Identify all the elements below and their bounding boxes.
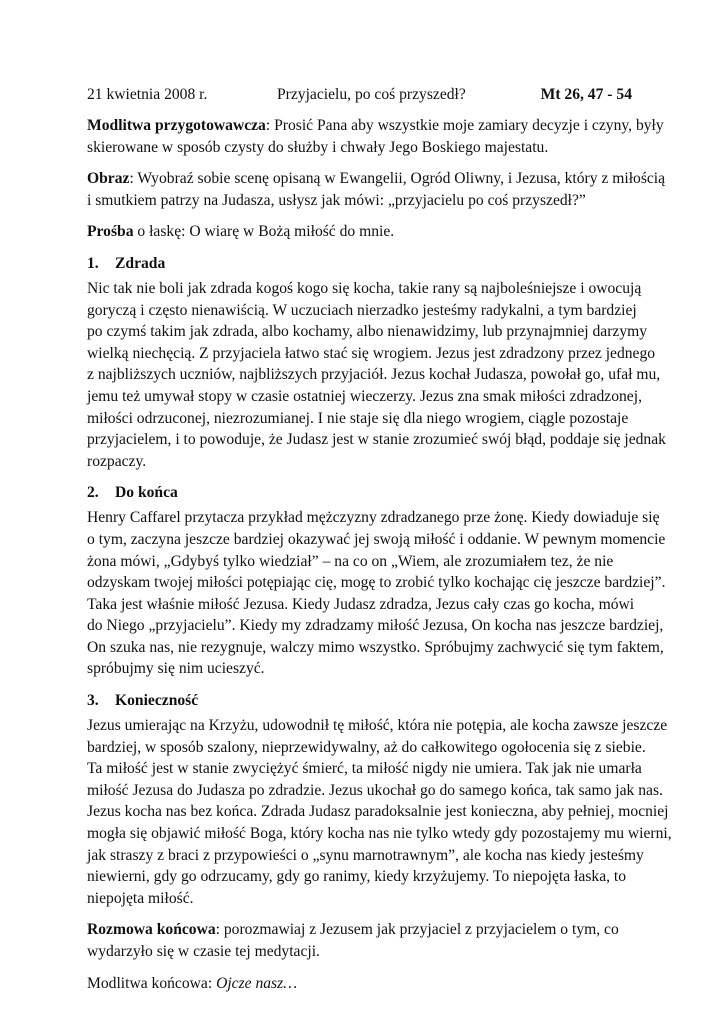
section-title: Zdrada (115, 254, 166, 272)
text-line: Jezus umierając na Krzyżu, udowodnił tę miłość, która nie potępia, ale kocha zawsze jeszcze (87, 717, 668, 735)
preparatory-prayer-label: Modlitwa przygotowawcza (87, 117, 266, 134)
text-line: po czymś takim jak zdrada, albo kochamy, albo nienawidzimy, lub przynajmniej darzymy (87, 323, 648, 341)
text-line: miłości odrzuconej, niezrozumianej. I nie staje się dla niego wrogiem, ciągle pozostaje (87, 409, 629, 427)
text-line: mogła się objawić miłość Boga, który kocha nas nie tylko wtedy gdy pozostajemy mu wierni, (87, 825, 672, 843)
header-title: Przyjacielu, po coś przyszedł? (277, 86, 466, 103)
text-span: : Prosić Pana aby wszystkie moje zamiary decyzje i czyny, były (265, 117, 664, 134)
text-line (87, 919, 647, 941)
closing-prayer-paragraph (87, 973, 647, 995)
page-header (87, 84, 632, 106)
section-number: 2. (87, 484, 99, 502)
text-line: rozpaczy. (87, 452, 147, 470)
text-line: spróbujmy się nim ucieszyć. (87, 660, 265, 678)
text-line: skierowane w sposób czysty do służby i chwały Jego Boskiego majestatu. (87, 138, 549, 156)
text-span: : porozmawiaj z Jezusem jak przyjaciel z przyjacielem o tym, co (215, 921, 619, 939)
section-number: 1. (87, 254, 99, 272)
text-line: do Niego „przyjacielu”. Kiedy my zdradzamy miłość Jezusa, On kocha nas jeszcze bardziej, (87, 617, 664, 635)
text-line (87, 115, 664, 137)
text-line: niepojęta miłość. (87, 889, 194, 907)
text-span: o łaskę: O wiarę w Bożą miłość do mnie. (133, 223, 395, 241)
text-line (87, 168, 666, 190)
text-line (87, 973, 647, 995)
image-paragraph (87, 168, 666, 211)
section-paragraph (87, 715, 672, 909)
section-heading (87, 690, 647, 712)
section-heading (87, 253, 647, 275)
text-line: niewierni, gdy go odrzucamy, gdy go ranimy, kiedy krzyżujemy. To niepojęta łaska, to (87, 868, 627, 886)
text-line: goryczą i często nienawiścią. W uczuciach nierzadko jesteśmy radykalni, a tym bardziej (87, 301, 637, 319)
text-line: żona mówi, „Gdybyś tylko wiedział” – na co on „Wiem, ale zrozumiałem tez, że nie (87, 552, 614, 570)
closing-prayer-label: Modlitwa końcowa: (87, 974, 217, 992)
text-line: przyjacielem, i to powoduje, że Judasz jest w stanie zrozumieć swój błąd, poddaje się jednak (87, 431, 666, 449)
preparatory-prayer-paragraph (87, 115, 664, 158)
header-date: 21 kwietnia 2008 r. (87, 86, 208, 103)
text-line: o tym, zaczyna jeszcze bardziej okazywać jej swoją miłość i oddanie. W pewnym momencie (87, 530, 666, 548)
image-label: Obraz (87, 170, 130, 188)
text-line: jemu też umywał stopy w czasie ostatniej wieczerzy. Jezus zna smak miłości zdradzonej, (87, 387, 642, 405)
text-line: Jezus kocha nas bez końca. Zdrada Judasz paradoksalnie jest konieczna, aby pełniej, mocniej (87, 803, 669, 821)
text-line (87, 221, 647, 243)
document-body (87, 115, 672, 1004)
text-line: Henry Caffarel przytacza przykład mężczyzny zdradzanego prze żonę. Kiedy dowiaduje się (87, 509, 660, 527)
section-heading (87, 482, 647, 504)
request-paragraph (87, 221, 647, 243)
text-line: jak straszy z braci z przypowieści o „synu marnotrawnym”, ale kocha nas kiedy jesteśmy (87, 846, 644, 864)
header-scripture-reference: Mt 26, 47 - 54 (540, 86, 632, 103)
text-line: On szuka nas, nie rezygnuje, walczy mimo wszystko. Spróbujmy zachwycić się tym faktem, (87, 638, 664, 656)
text-line: bardziej, w sposób szalony, nieprzewidywalny, aż do całkowitego ogołocenia się z siebie. (87, 738, 646, 756)
text-line: miłość Jezusa do Judasza po zdradzie. Jezus ukochał go do samego końca, tak samo jak nas. (87, 781, 663, 799)
text-line: Nic tak nie boli jak zdrada kogoś kogo się kocha, takie rany są najboleśniejsze i owocują (87, 279, 642, 297)
text-line: Taka jest właśnie miłość Jezusa. Kiedy Judasz zdradza, Jezus cały czas go kocha, mówi (87, 595, 635, 613)
closing-talk-label: Rozmowa końcowa (87, 921, 216, 939)
text-line: z najbliższych uczniów, najbliższych przyjaciół. Jezus kochał Judasza, powołał go, ufał mu, (87, 366, 661, 384)
section-paragraph (87, 278, 666, 472)
request-label: Prośba (87, 223, 134, 241)
section-title: Konieczność (115, 692, 199, 710)
section-title: Do końca (115, 484, 178, 502)
section-number: 3. (87, 692, 99, 710)
text-span: : Wyobraź sobie scenę opisaną w Ewangelii, Ogród Oliwny, i Jezusa, który z miłością (129, 170, 666, 188)
closing-prayer-text: Ojcze nasz… (216, 974, 298, 992)
text-line: wielką niechęcią. Z przyjaciela łatwo stać się wrogiem. Jezus jest zdradzony przez jednego (87, 344, 656, 362)
closing-talk-paragraph (87, 919, 647, 962)
text-line: wydarzyło się w czasie tej medytacji. (87, 943, 320, 960)
section-paragraph (87, 507, 666, 680)
text-line: odzyskam twojej miłości potępiając cię, mogę to zrobić tylko kochając cię jeszcze bardziej”. (87, 574, 666, 592)
text-line: Ta miłość jest w stanie zwyciężyć śmierć, ta miłość nigdy nie umiera. Tak jak nie umarła (87, 760, 642, 778)
text-line: i smutkiem patrzy na Judasza, usłysz jak mówi: „przyjacielu po coś przyszedł?” (87, 191, 586, 209)
